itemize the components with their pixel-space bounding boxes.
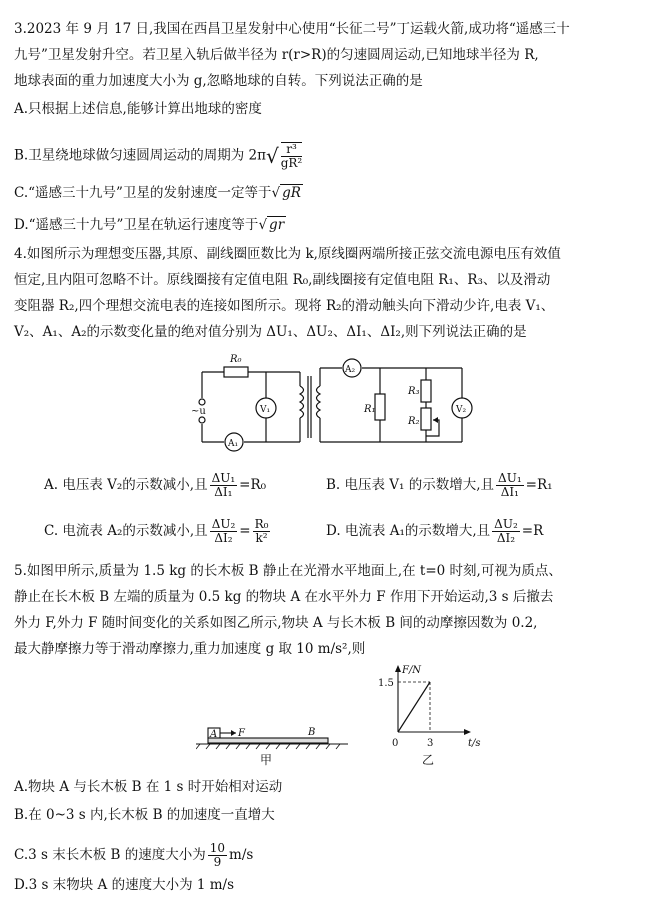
x-axis-label: t/s: [468, 738, 481, 749]
q4-option-c-denominator: ΔI₂: [214, 531, 233, 545]
q3-option-d-text: D.“遥感三十九号”卫星在轨运行速度等于: [14, 217, 259, 233]
q4-option-a-numerator: ΔU₁: [211, 471, 236, 485]
q4-option-d-text: D. 电流表 A₁的示数增大,且: [326, 523, 491, 539]
q4-option-d-denominator: ΔI₂: [496, 531, 516, 545]
q4-option-c-denominator-2: k²: [255, 531, 268, 545]
label-board-b: B: [308, 727, 316, 738]
q3-option-c: C.“遥感三十九号”卫星的发射速度一定等于√ gR: [14, 185, 301, 201]
q5-option-c: [14, 842, 253, 869]
q3-option-d: D.“遥感三十九号”卫星在轨运行速度等于√ gr: [14, 217, 285, 233]
q5-option-c-denominator: 9: [213, 855, 222, 869]
label-voltmeter-v2: V₂: [456, 405, 467, 415]
label-source: ~u: [191, 406, 206, 417]
q3-stem-line2: 九号”卫星发射升空。若卫星入轨后做半径为 r(r>R)的匀速圆周运动,已知地球半径为 R,: [14, 47, 539, 63]
q4-option-c-equals: =: [239, 523, 251, 539]
q3-option-b: B.卫星绕地球做匀速圆周运动的周期为 2π√ $\frac{\text{r³}}{\text{gR²}}$: [14, 142, 303, 170]
label-ammeter-a1: A₁: [228, 439, 239, 449]
q3-option-d-radicand: gr: [269, 217, 285, 233]
q3-stem-line1: 3.2023 年 9 月 17 日,我国在西昌卫星发射中心使用“长征二号”丁运载火箭,成功将“遥感三十: [14, 21, 570, 37]
q4-option-a-text: A. 电压表 V₂的示数减小,且: [44, 477, 208, 493]
q3-option-b-denominator: gR²: [280, 156, 303, 170]
label-ammeter-a2: A₂: [345, 365, 356, 375]
q5-option-a: A.物块 A 与长木板 B 在 1 s 时开始相对运动: [14, 779, 283, 795]
q5-stem-line2: 静止在长木板 B 左端的质量为 0.5 kg 的物块 A 在水平外力 F 作用下开始运动,3 s 后撤去: [14, 589, 554, 605]
q4-stem-line3: 变阻器 R₂,四个理想交流电表的连接如图所示。现将 R₂的滑动触头向下滑动少许,电表 V₁、: [14, 298, 555, 314]
x-tick-label: 3: [427, 738, 434, 749]
q3-option-b-text: B.卫星绕地球做匀速圆周运动的周期为 2π: [14, 147, 266, 164]
q4-option-b-result: =R₁: [525, 477, 553, 493]
q5-option-c-numerator: 10: [209, 841, 226, 855]
q3-option-c-radicand: gR: [282, 185, 301, 201]
label-force-f: F: [238, 728, 245, 739]
figure-yi-force-time-graph: [370, 660, 490, 770]
label-voltmeter-v1: V₁: [260, 405, 271, 415]
q4-option-a-result: =R₀: [239, 477, 267, 493]
q3-option-a: A.只根据上述信息,能够计算出地球的密度: [14, 101, 262, 117]
q4-stem-line1: 4.如图所示为理想变压器,其原、副线圈匝数比为 k,原线圈两端所接正弦交流电源电压有效值: [14, 246, 561, 262]
q3-stem-line3: 地球表面的重力加速度大小为 g,忽略地球的自转。下列说法正确的是: [14, 73, 423, 89]
q3-option-c-text: C.“遥感三十九号”卫星的发射速度一定等于: [14, 185, 272, 201]
q4-option-b-text: B. 电压表 V₁ 的示数增大,且: [326, 477, 495, 493]
q4-stem-line4: V₂、A₁、A₂的示数变化量的绝对值分别为 ΔU₁、ΔU₂、ΔI₁、ΔI₂,则下列说法正确的是: [14, 324, 527, 340]
q5-option-b: B.在 0~3 s 内,长木板 B 的加速度一直增大: [14, 807, 275, 823]
q5-stem-line3: 外力 F,外力 F 随时间变化的关系如图乙所示,物块 A 与长木板 B 间的动摩擦因数为 0.2,: [14, 615, 538, 631]
label-r1: R₁: [364, 404, 376, 415]
force-series-line: [398, 682, 430, 732]
q4-option-d-numerator: ΔU₂: [494, 517, 518, 531]
q5-stem-line1: 5.如图甲所示,质量为 1.5 kg 的长木板 B 静止在光滑水平地面上,在 t=0 时刻,可视为质点、: [14, 563, 562, 579]
q4-option-a-denominator: ΔI₁: [214, 485, 233, 499]
label-r2: R₂: [408, 416, 420, 427]
q5-option-c-text: C.3 s 末长木板 B 的速度大小为: [14, 847, 206, 863]
label-r0: R₀: [230, 354, 242, 365]
q4-option-b-denominator: ΔI₁: [500, 485, 519, 499]
q4-option-c-numerator-2: R₀: [254, 517, 269, 531]
y-axis-label: F/N: [402, 665, 422, 676]
transformer-circuit-diagram: [190, 350, 480, 460]
q4-option-d-result: =R: [521, 523, 544, 539]
caption-jia: 甲: [260, 753, 273, 767]
origin-label: 0: [392, 738, 399, 749]
caption-yi: 乙: [422, 753, 435, 767]
q4-option-c: [44, 518, 272, 545]
q5-option-d: D.3 s 末物块 A 的速度大小为 1 m/s: [14, 877, 235, 893]
q4-option-c-text: C. 电流表 A₂的示数减小,且: [44, 523, 208, 539]
q4-option-a: [44, 472, 266, 499]
q3-option-b-numerator: r³: [281, 143, 303, 157]
q5-option-c-unit: m/s: [229, 847, 254, 863]
y-tick-label: 1.5: [378, 678, 394, 689]
q4-option-c-numerator: ΔU₂: [211, 517, 236, 531]
q4-option-d: [326, 518, 543, 545]
q4-option-b: [326, 472, 553, 499]
label-r3: R₃: [408, 386, 420, 397]
q4-option-b-numerator: ΔU₁: [498, 471, 522, 485]
q5-stem-line4: 最大静摩擦力等于滑动摩擦力,重力加速度 g 取 10 m/s²,则: [14, 641, 366, 657]
label-block-a: A: [210, 729, 218, 740]
figure-jia-block-on-board: [196, 718, 356, 768]
q4-stem-line2: 恒定,且内阻可忽略不计。原线圈接有定值电阻 R₀,副线圈接有定值电阻 R₁、R₃、以及滑动: [14, 272, 551, 288]
